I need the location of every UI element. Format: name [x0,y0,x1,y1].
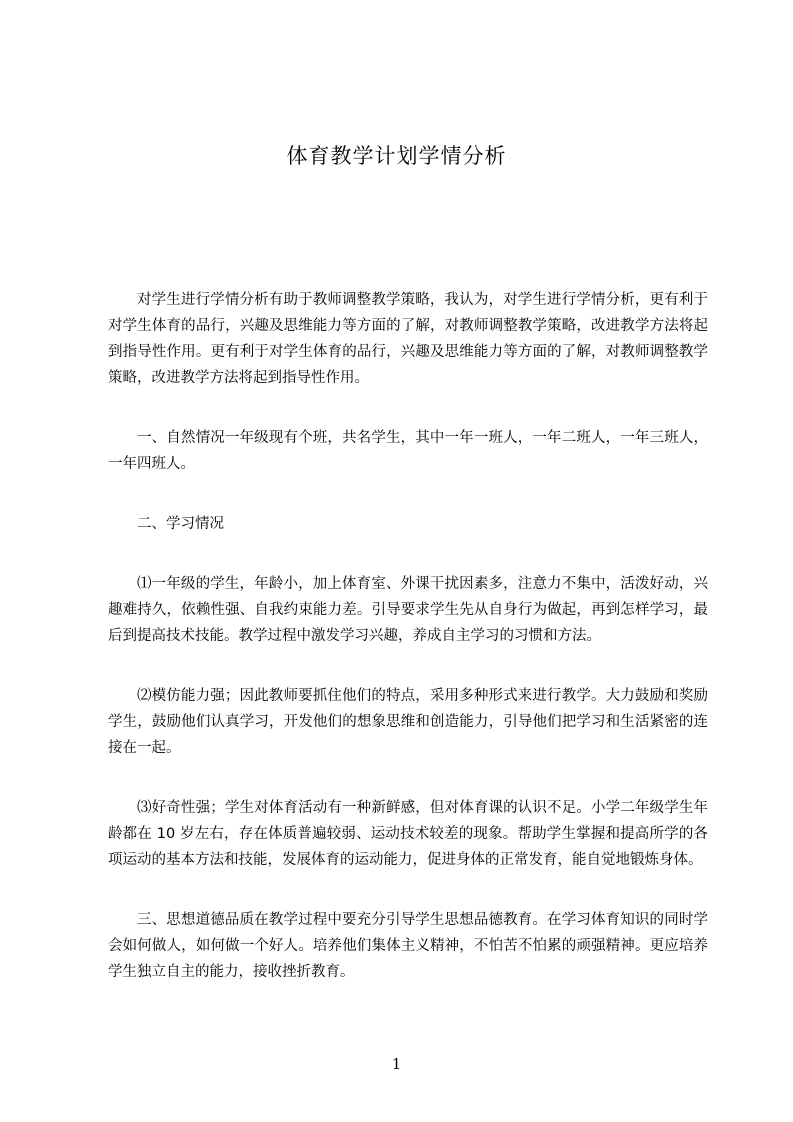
section-natural-situation: 一、自然情况一年级现有个班，共名学生，其中一年一班人，一年二班人，一年三班人，一年四班人。 [108,430,708,472]
section-moral-quality: 三、思想道德品质在教学过程中要充分引导学生思想品德教育。在学习体育知识的同时学会如何做人，如何做一个好人。培养他们集体主义精神，不怕苦不怕累的顽强精神。更应培养学生独立自主的能力，接收挫折教育。 [108,912,708,980]
learning-point-3: ⑶好奇性强；学生对体育活动有一种新鲜感，但对体育课的认识不足。小学二年级学生年龄都在 10 岁左右，存在体质普遍较弱、运动技术较差的现象。帮助学生掌握和提高所学的各项运动的基本方法和技能，发展体育的运动能力，促进身体的正常发育，能自觉地锻炼身体。 [108,800,708,868]
learning-point-1: ⑴一年级的学生，年龄小，加上体育室、外课干扰因素多，注意力不集中，活泼好动，兴趣难持久，依赖性强、自我约束能力差。引导要求学生先从自身行为做起，再到怎样学习，最后到提高技术技能。教学过程中激发学习兴趣，养成自主学习的习惯和方法。 [108,576,708,644]
document-title: 体育教学计划学情分析 [286,144,507,168]
section-heading-learning: 二、学习情况 [137,516,224,532]
document-body [108,287,708,1019]
intro-paragraph: 对学生进行学情分析有助于教师调整教学策略，我认为，对学生进行学情分析，更有利于对学生体育的品行，兴趣及思维能力等方面的了解，对教师调整教学策略，改进教学方法将起到指导性作用。更有利于对学生体育的品行，兴趣及思维能力等方面的了解，对教师调整教学策略，改进教学方法将起到指导性作用。 [108,292,708,386]
learning-point-2: ⑵模仿能力强；因此教师要抓住他们的特点，采用多种形式来进行教学。大力鼓励和奖励学生，鼓励他们认真学习，开发他们的想象思维和创造能力，引导他们把学习和生活紧密的连接在一起。 [108,688,708,756]
page-number: 1 [391,1055,402,1073]
